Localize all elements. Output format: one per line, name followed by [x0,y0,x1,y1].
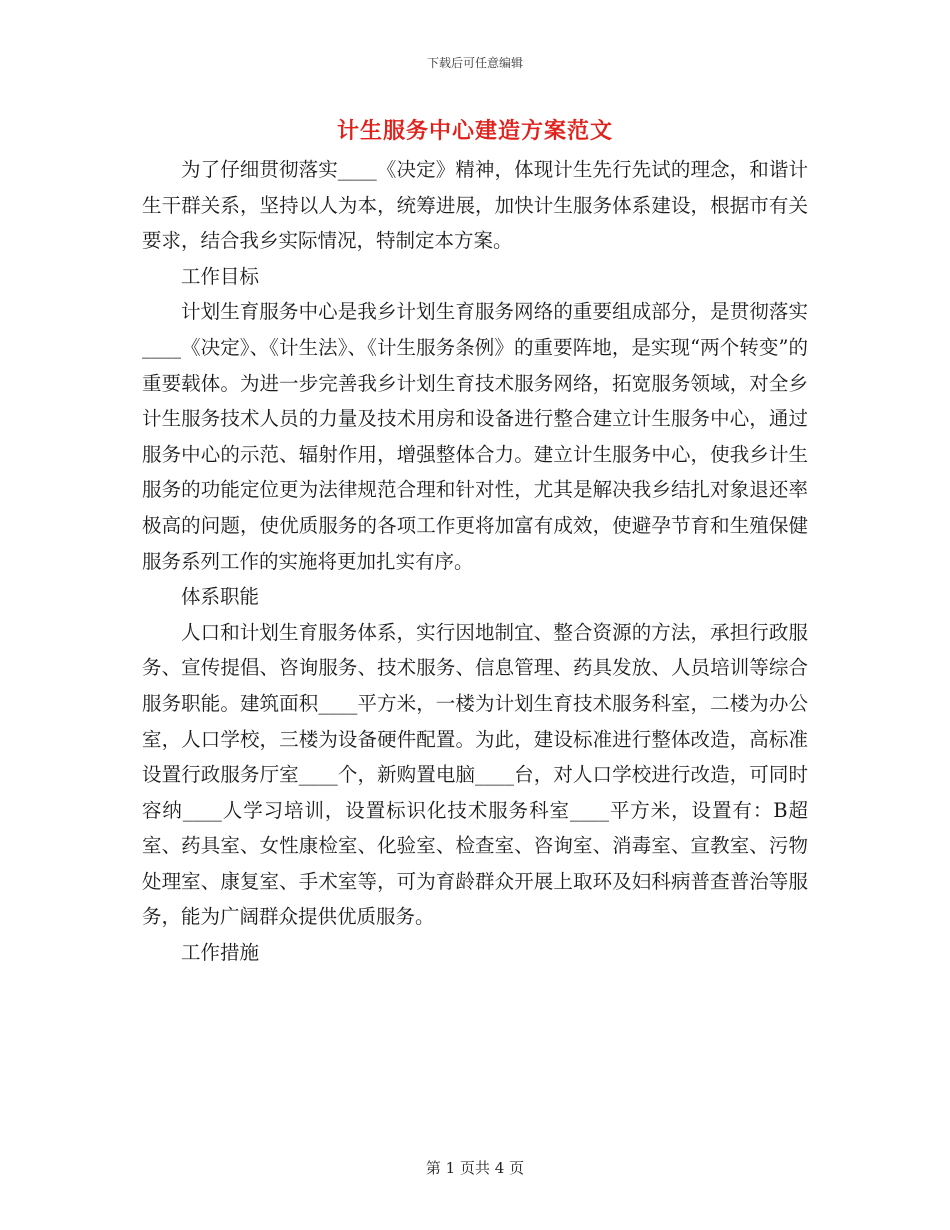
section-heading-system-function: 体系职能 [181,585,260,609]
paragraph-work-goal: 计划生育服务中心是我乡计划生育服务网络的重要组成部分，是贯彻落实____《决定》、《计生法》、《计生服务条例》的重要阵地，是实现“两个转变”的重要载体。为进一步完善我乡计划生育技术服务网络，拓宽服务领域，对全乡计生服务技术人员的力量及技术用房和设备进行整合建立计生服务中心，通过服务中心的示范、辐射作用，增强整体合力。建立计生服务中心，使我乡计生服务的功能定位更为法律规范合理和针对性，尤其是解决我乡结扎对象退还率极高的问题，使优质服务的各项工作更将加富有成效，使避孕节育和生殖保健服务系列工作的实施将更加扎实有序。 [142,300,808,573]
section-heading-work-measures: 工作措施 [181,941,260,965]
document-title: 计生服务中心建造方案范文 [336,118,613,144]
document-body [142,152,808,971]
page-header-note: 下载后可任意编辑 [426,56,523,70]
page-number-footer: 第 1 页共 4 页 [425,1159,525,1177]
paragraph-intro: 为了仔细贯彻落实____《决定》精神，体现计生先行先试的理念，和谐计生干群关系，坚持以人为本，统筹进展，加快计生服务体系建设，根据市有关要求，结合我乡实际情况，特制定本方案。 [142,158,808,253]
section-heading-work-goal: 工作目标 [181,264,260,288]
paragraph-system-function: 人口和计划生育服务体系，实行因地制宜、整合资源的方法，承担行政服务、宣传提倡、咨询服务、技术服务、信息管理、药具发放、人员培训等综合服务职能。建筑面积____平方米，一楼为计划生育技术服务科室，二楼为办公室，人口学校，三楼为设备硬件配置。为此，建设标准进行整体改造，高标准设置行政服务厅室____个，新购置电脑____台，对人口学校进行改造，可同时容纳____人学习培训，设置标识化技术服务科室____平方米，设置有：B超室、药具室、女性康检室、化验室、检查室、咨询室、消毒室、宣教室、污物处理室、康复室、手术室等，可为育龄群众开展上取环及妇科病普查普治等服务，能为广阔群众提供优质服务。 [142,620,808,929]
